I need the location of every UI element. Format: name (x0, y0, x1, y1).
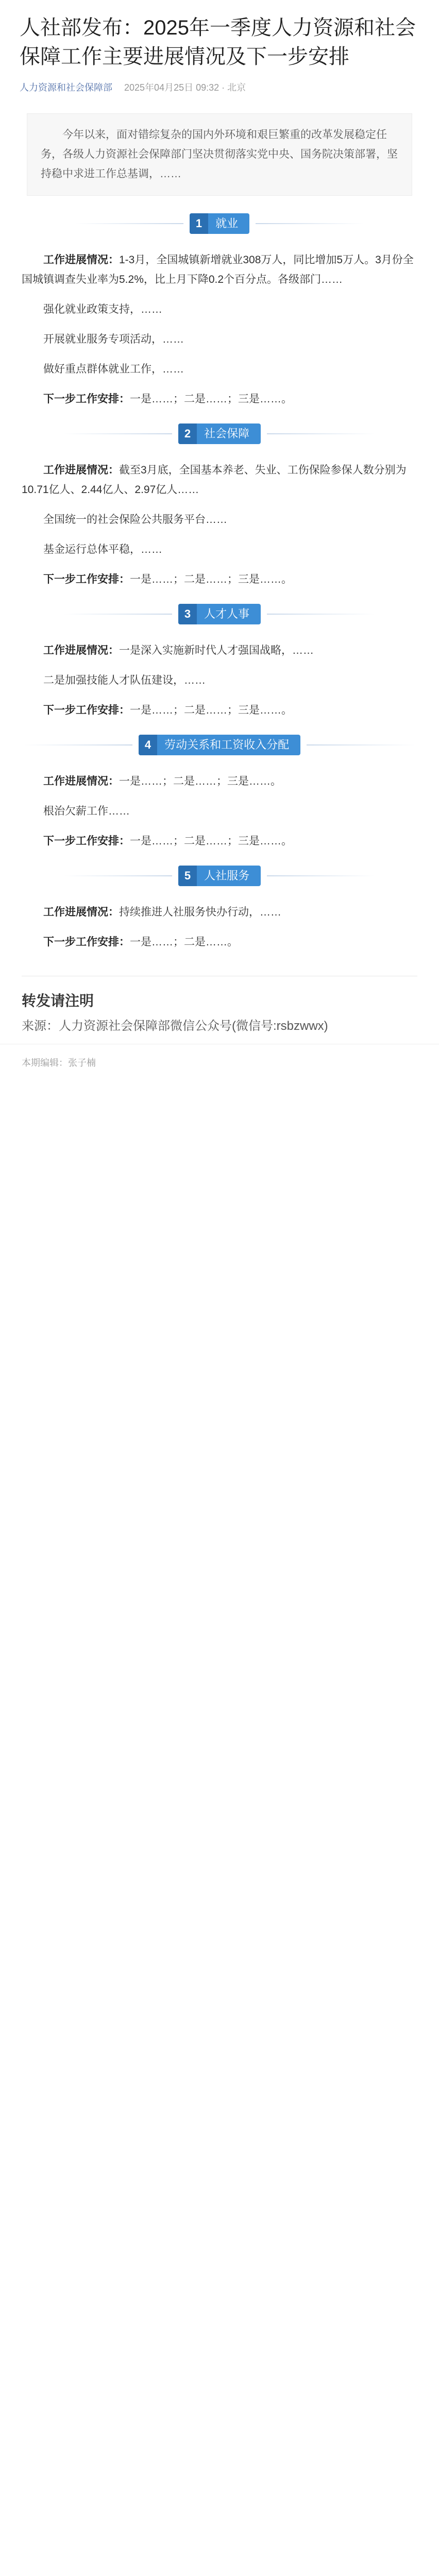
divider-line (267, 614, 375, 615)
divider-line (267, 875, 375, 876)
divider-line (256, 223, 364, 224)
paragraph-lead: 工作进展情况： (43, 906, 119, 918)
paragraph-text: 做好重点群体就业工作，…… (43, 363, 184, 375)
section-title: 人社服务 (204, 869, 250, 882)
body-paragraph (22, 802, 417, 821)
article-page (0, 0, 439, 1084)
reprint-heading: 转发请注明 (22, 993, 94, 1009)
paragraph-lead: 下一步工作安排： (43, 704, 130, 716)
body-paragraph (22, 570, 417, 589)
paragraph-lead: 工作进展情况： (43, 464, 119, 476)
paragraph-text: 一是……；二是……；三是……。 (130, 835, 292, 847)
divider-line (64, 614, 172, 615)
article-meta (0, 77, 439, 98)
body-paragraph (22, 540, 417, 560)
body-paragraph (22, 933, 417, 952)
section-title: 劳动关系和工资收入分配 (164, 738, 290, 751)
footer (0, 1044, 439, 1084)
section-pill (178, 604, 261, 624)
body-paragraph (22, 389, 417, 409)
body-paragraph (22, 832, 417, 851)
divider-line (64, 875, 172, 876)
article-body (0, 113, 439, 952)
body-paragraph (22, 510, 417, 530)
section-pill (190, 213, 249, 234)
divider-line (64, 433, 172, 434)
section-index: 3 (178, 604, 197, 624)
publish-datetime: 2025年04月25日 09:32 · 北京 (124, 82, 246, 93)
paragraph-lead: 工作进展情况： (43, 645, 119, 656)
paragraph-text: 截至3月底，全国基本养老、失业、工伤保险参保人数分别为10.71亿人、2.44亿人、2.97亿人…… (22, 464, 407, 496)
paragraph-text: 二是加强技能人才队伍建设，…… (43, 674, 206, 686)
paragraph-text: 一是……；二是……；三是……。 (130, 393, 292, 405)
intro-box: 今年以来，面对错综复杂的国内外环境和艰巨繁重的改革发展稳定任务，各级人力资源社会保障部门坚决贯彻落实党中央、国务院决策部署，坚持稳中求进工作总基调，…… (27, 113, 412, 196)
reprint-notice (22, 976, 417, 1033)
section-index: 5 (178, 866, 197, 886)
paragraph-lead: 下一步工作安排： (43, 936, 130, 948)
paragraph-lead: 下一步工作安排： (43, 835, 130, 847)
section-pill (178, 866, 261, 886)
paragraph-text: 一是……；二是……。 (130, 936, 238, 948)
paragraph-text: 一是……；二是……；三是……。 (130, 704, 292, 716)
paragraph-lead: 工作进展情况： (43, 254, 119, 266)
paragraph-text: 开展就业服务专项活动，…… (43, 333, 184, 345)
body-paragraph (22, 250, 417, 290)
body-paragraph (22, 641, 417, 660)
divider-line (307, 744, 415, 745)
paragraph-lead: 下一步工作安排： (43, 573, 130, 585)
paragraph-text: 强化就业政策支持，…… (43, 303, 162, 315)
section-pill (139, 735, 300, 755)
paragraph-text: 一是……；二是……；三是……。 (130, 573, 292, 585)
section-heading (22, 420, 417, 447)
body-paragraph (22, 903, 417, 922)
section-title: 社会保障 (204, 427, 250, 440)
section-heading (22, 601, 417, 628)
sections-container (22, 210, 417, 952)
paragraph-lead: 工作进展情况： (43, 775, 119, 787)
paragraph-text: 全国统一的社会保险公共服务平台…… (43, 514, 227, 526)
body-paragraph (22, 330, 417, 349)
section-title: 就业 (215, 217, 239, 230)
section-index: 1 (190, 213, 208, 234)
paragraph-text: 持续推进人社服务快办行动，…… (119, 906, 281, 918)
section-heading (22, 732, 417, 758)
article-title: 人社部发布：2025年一季度人力资源和社会保障工作主要进展情况及下一步安排 (20, 16, 416, 68)
reprint-source: 来源：人力资源社会保障部微信公众号(微信号:rsbzwwx) (22, 1019, 328, 1033)
paragraph-lead: 下一步工作安排： (43, 393, 130, 405)
paragraph-text: 一是……；二是……；三是……。 (119, 775, 281, 787)
body-paragraph (22, 300, 417, 319)
section-pill (178, 423, 261, 444)
paragraph-text: 基金运行总体平稳，…… (43, 544, 162, 555)
editor-credit: 本期编辑：张子楠 (22, 1058, 96, 1068)
body-paragraph (22, 701, 417, 720)
section-index: 2 (178, 423, 197, 444)
section-heading (22, 210, 417, 237)
section-title: 人才人事 (204, 607, 250, 620)
body-paragraph (22, 671, 417, 690)
divider-line (24, 744, 132, 745)
body-paragraph (22, 772, 417, 791)
section-heading (22, 862, 417, 889)
body-paragraph (22, 461, 417, 500)
divider-line (75, 223, 183, 224)
body-paragraph (22, 360, 417, 379)
paragraph-text: 1-3月，全国城镇新增就业308万人，同比增加5万人。3月份全国城镇调查失业率为5.2%，比上月下降0.2个百分点。各级部门…… (22, 254, 414, 285)
paragraph-text: 根治欠薪工作…… (43, 805, 130, 817)
paragraph-text: 一是深入实施新时代人才强国战略，…… (119, 645, 314, 656)
section-index: 4 (139, 735, 157, 755)
divider-line (267, 433, 375, 434)
source-link[interactable]: 人力资源和社会保障部 (20, 82, 112, 93)
